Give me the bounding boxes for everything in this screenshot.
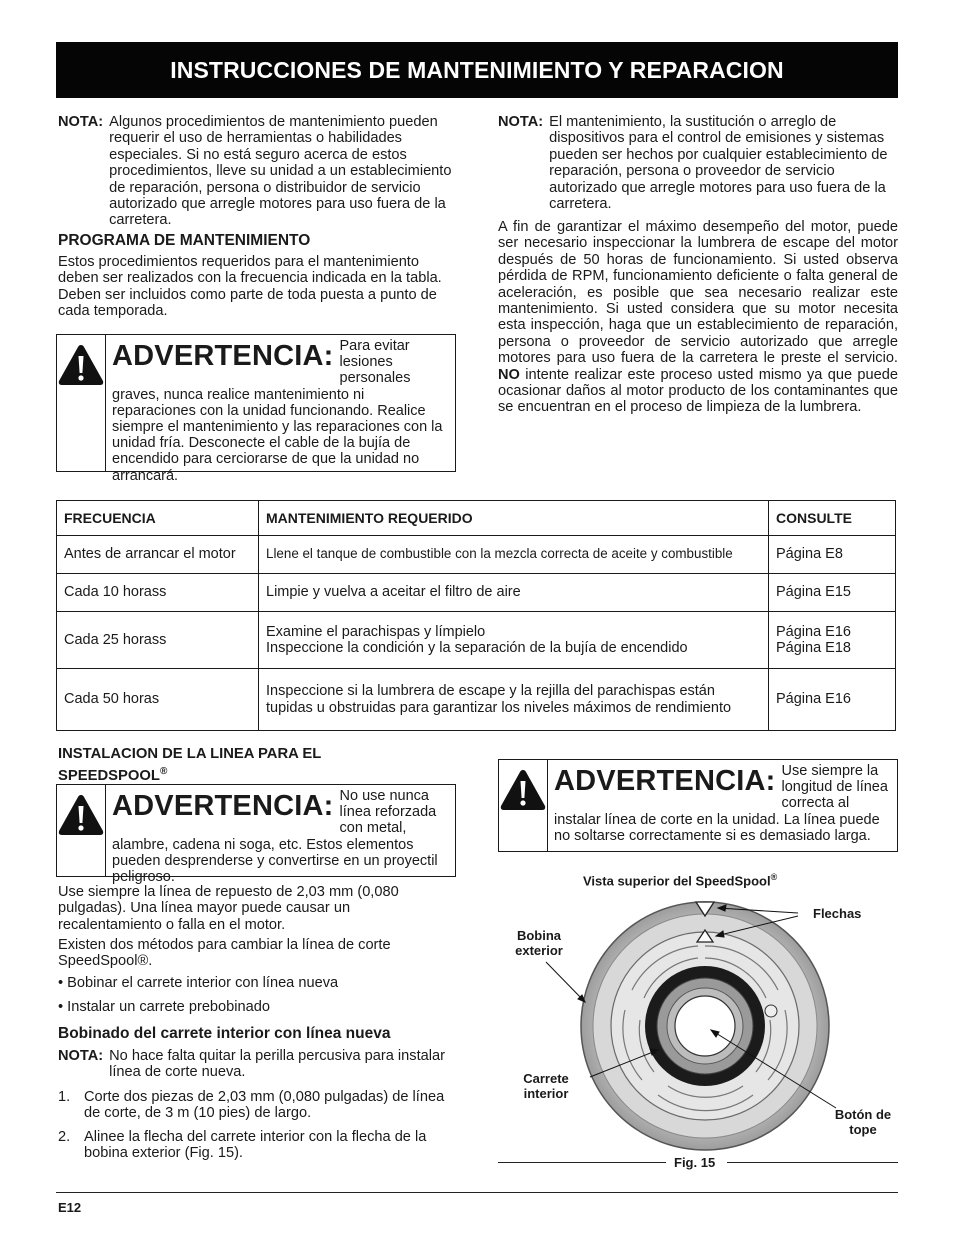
table-cell-frequency: Antes de arrancar el motor <box>57 536 259 574</box>
table-cell-maintenance: Limpie y vuelva a aceitar el filtro de aire <box>259 574 769 612</box>
warning-triangle-icon <box>499 768 547 812</box>
warning-triangle-cell <box>499 760 548 851</box>
label-line: Carrete <box>523 1071 569 1086</box>
nota-label: NOTA: <box>58 114 104 130</box>
warning-title: ADVERTENCIA: <box>112 340 334 372</box>
warning-triangle-icon <box>57 793 105 837</box>
paragraph-part1: A fin de garantizar el máximo desempeño del motor, puede ser necesario inspeccionar la lumbrera de escape del motor después de 50 horas de funcionamiento. Si usted observa pérdida de RPM, funcionamiento deficiente o falta general de aceleración, es posible que sea necesario realizar este mantenimiento. Si usted considera que su motor necesita esta inspección, haga que un establecimiento de reparación, persona o proveedor de servicio autorizado que arregle motores para uso fuera de la carretera le preste el servicio. <box>498 219 898 367</box>
figure-title-text: Vista superior del SpeedSpool <box>583 873 771 889</box>
caption-rule-left <box>498 1162 666 1163</box>
table-cell-reference <box>769 612 896 669</box>
warning-text: Use siempre la longitud de línea correcta al instalar línea de corte en la unidad. La línea puede no soltarse correctamente si es demasiado larga. <box>554 763 888 844</box>
nota-text: Algunos procedimientos de mantenimiento pueden requerir el uso de herramientas o habilidades especiales. Si no está seguro acerca de estos procedimientos, lleve su unidad a un establecimiento de reparación, persona o distribuidor de servicio autorizado que arregle motores para uso fuera de la carretera. <box>109 114 452 229</box>
paragraph-bold: NO <box>498 366 520 383</box>
table-cell-frequency: Cada 10 horass <box>57 574 259 612</box>
table-cell-maintenance <box>259 669 769 731</box>
table-header: FRECUENCIA <box>57 501 259 536</box>
warning-triangle-icon <box>57 343 105 387</box>
nota-text: El mantenimiento, la sustitución o arreglo de dispositivos para el control de emisiones y sistemas pueden ser hechos por cualquier establecimiento de reparación, persona o proveedor de servicio autorizado que arregle motores para uso fuera de la carretera. <box>549 114 888 213</box>
nota-label: NOTA: <box>498 114 544 130</box>
nota-maintenance <box>58 114 458 229</box>
registered-mark: ® <box>770 872 778 882</box>
step-2 <box>58 1129 458 1162</box>
nota-label: NOTA: <box>58 1048 104 1064</box>
registered-mark: ® <box>159 766 168 777</box>
caption-rule-right <box>727 1162 898 1163</box>
table-header: MANTENIMIENTO REQUERIDO <box>259 501 769 536</box>
step-number: 2. <box>58 1129 71 1145</box>
label-outer-bobbin <box>507 928 571 958</box>
table-row <box>57 574 896 612</box>
footer-rule <box>56 1192 898 1193</box>
warning-box-maintenance <box>56 334 456 484</box>
label-line: interior <box>523 1086 569 1101</box>
nota-emissions <box>498 114 898 212</box>
heading-line2: SPEEDSPOOL <box>58 767 160 784</box>
maintenance-line: Inspeccione si la lumbrera de escape y la rejilla del parachispas están <box>266 683 715 700</box>
maintenance-table <box>56 500 896 731</box>
label-line: Bobina <box>516 928 562 943</box>
warning-triangle-cell <box>57 785 106 876</box>
table-cell-frequency: Cada 25 horass <box>57 612 259 669</box>
table-cell-reference: Página E8 <box>769 536 896 574</box>
reference-line: Página E18 <box>776 640 851 656</box>
table-cell-frequency: Cada 50 horas <box>57 669 259 731</box>
warning-box-line-length <box>498 759 898 852</box>
table-cell-maintenance <box>259 612 769 669</box>
table-row <box>57 612 896 669</box>
nota-text: No hace falta quitar la perilla percusiva para instalar línea de corte nueva. <box>109 1048 445 1081</box>
eyelet <box>765 1005 777 1017</box>
page-number: E12 <box>58 1200 82 1215</box>
maintenance-line: Examine el parachispas y límpielo <box>266 623 486 640</box>
table-header-row <box>57 501 896 536</box>
label-line: tope <box>849 1122 877 1137</box>
label-arrows: Flechas <box>813 906 862 921</box>
speedspool-para1: Use siempre la línea de repuesto de 2,03 mm (0,080 pulgadas). Una línea mayor puede causar un recalentamiento o falla en el motor. <box>58 884 399 933</box>
maintenance-line: Inspeccione la condición y la separación de la bujía de encendido <box>266 640 688 656</box>
table-cell-maintenance: Llene el tanque de combustible con la mezcla correcta de aceite y combustible <box>259 536 769 574</box>
warning-body <box>548 760 897 851</box>
label-line: Botón de <box>834 1107 892 1122</box>
subheading-rewind: Bobinado del carrete interior con línea nueva <box>58 1025 391 1042</box>
nota-knob <box>58 1048 458 1081</box>
warning-box-line-type <box>56 784 456 886</box>
table-header: CONSULTE <box>769 501 896 536</box>
paragraph-part2: intente realizar este proceso usted mismo ya que puede ocasionar daños al motor producto de los contaminantes que se encuentran en el proceso de limpieza de la lumbrera. <box>498 366 898 416</box>
figure-caption: Fig. 15 <box>674 1155 716 1170</box>
speedspool-heading <box>58 746 321 785</box>
label-inner-spool <box>514 1071 578 1101</box>
warning-text: Para evitar lesiones personales graves, nunca realice mantenimiento ni reparaciones con la unidad funcionando. Realice siempre el mantenimiento y las reparaciones con la unidad fría. Desconecte el cable de la bujía de encendido para cerciorarse de que la unidad no arrancará. <box>112 338 443 484</box>
step-number: 1. <box>58 1089 71 1105</box>
table-cell-reference: Página E15 <box>769 574 896 612</box>
bullet-item: • Instalar un carrete prebobinado <box>58 999 270 1015</box>
step-text: Corte dos piezas de 2,03 mm (0,080 pulgadas) de línea de corte, de 3 m (10 pies) de largo. <box>84 1089 445 1122</box>
speedspool-para2: Existen dos métodos para cambiar la línea de corte SpeedSpool®. <box>58 937 391 970</box>
step-text: Alinee la flecha del carrete interior con la flecha de la bobina exterior (Fig. 15). <box>84 1129 427 1162</box>
warning-body <box>106 785 455 886</box>
heading-line1: INSTALACION DE LA LINEA PARA EL <box>58 746 322 762</box>
section-header: INSTRUCCIONES DE MANTENIMIENTO Y REPARACION <box>56 42 898 98</box>
label-stop-button <box>826 1107 900 1137</box>
reference-line: Página E16 <box>776 623 851 640</box>
exhaust-port-paragraph <box>498 219 898 416</box>
table-cell-reference: Página E16 <box>769 669 896 731</box>
warning-title: ADVERTENCIA: <box>112 790 334 822</box>
warning-triangle-cell <box>57 335 106 471</box>
table-row <box>57 536 896 574</box>
step-1 <box>58 1089 458 1122</box>
table-row <box>57 669 896 731</box>
warning-text: No use nunca línea reforzada con metal, alambre, cadena ni soga, etc. Estos elementos pueden desprenderse y convertirse en un proyectil peligroso. <box>112 788 438 886</box>
programa-heading: PROGRAMA DE MANTENIMIENTO <box>58 232 311 249</box>
warning-body <box>106 335 455 484</box>
bullet-item: • Bobinar el carrete interior con línea nueva <box>58 975 339 991</box>
stop-button <box>675 996 735 1056</box>
maintenance-line: tupidas u obstruidas para garantizar los niveles máximos de rendimiento <box>266 699 732 716</box>
label-line: exterior <box>515 943 563 958</box>
programa-text: Estos procedimientos requeridos para el mantenimiento deben ser realizados con la frecuencia indicada en la tabla. Deben ser incluidos como parte de toda puesta a punto de cada temporada. <box>58 254 442 320</box>
warning-title: ADVERTENCIA: <box>554 765 776 797</box>
